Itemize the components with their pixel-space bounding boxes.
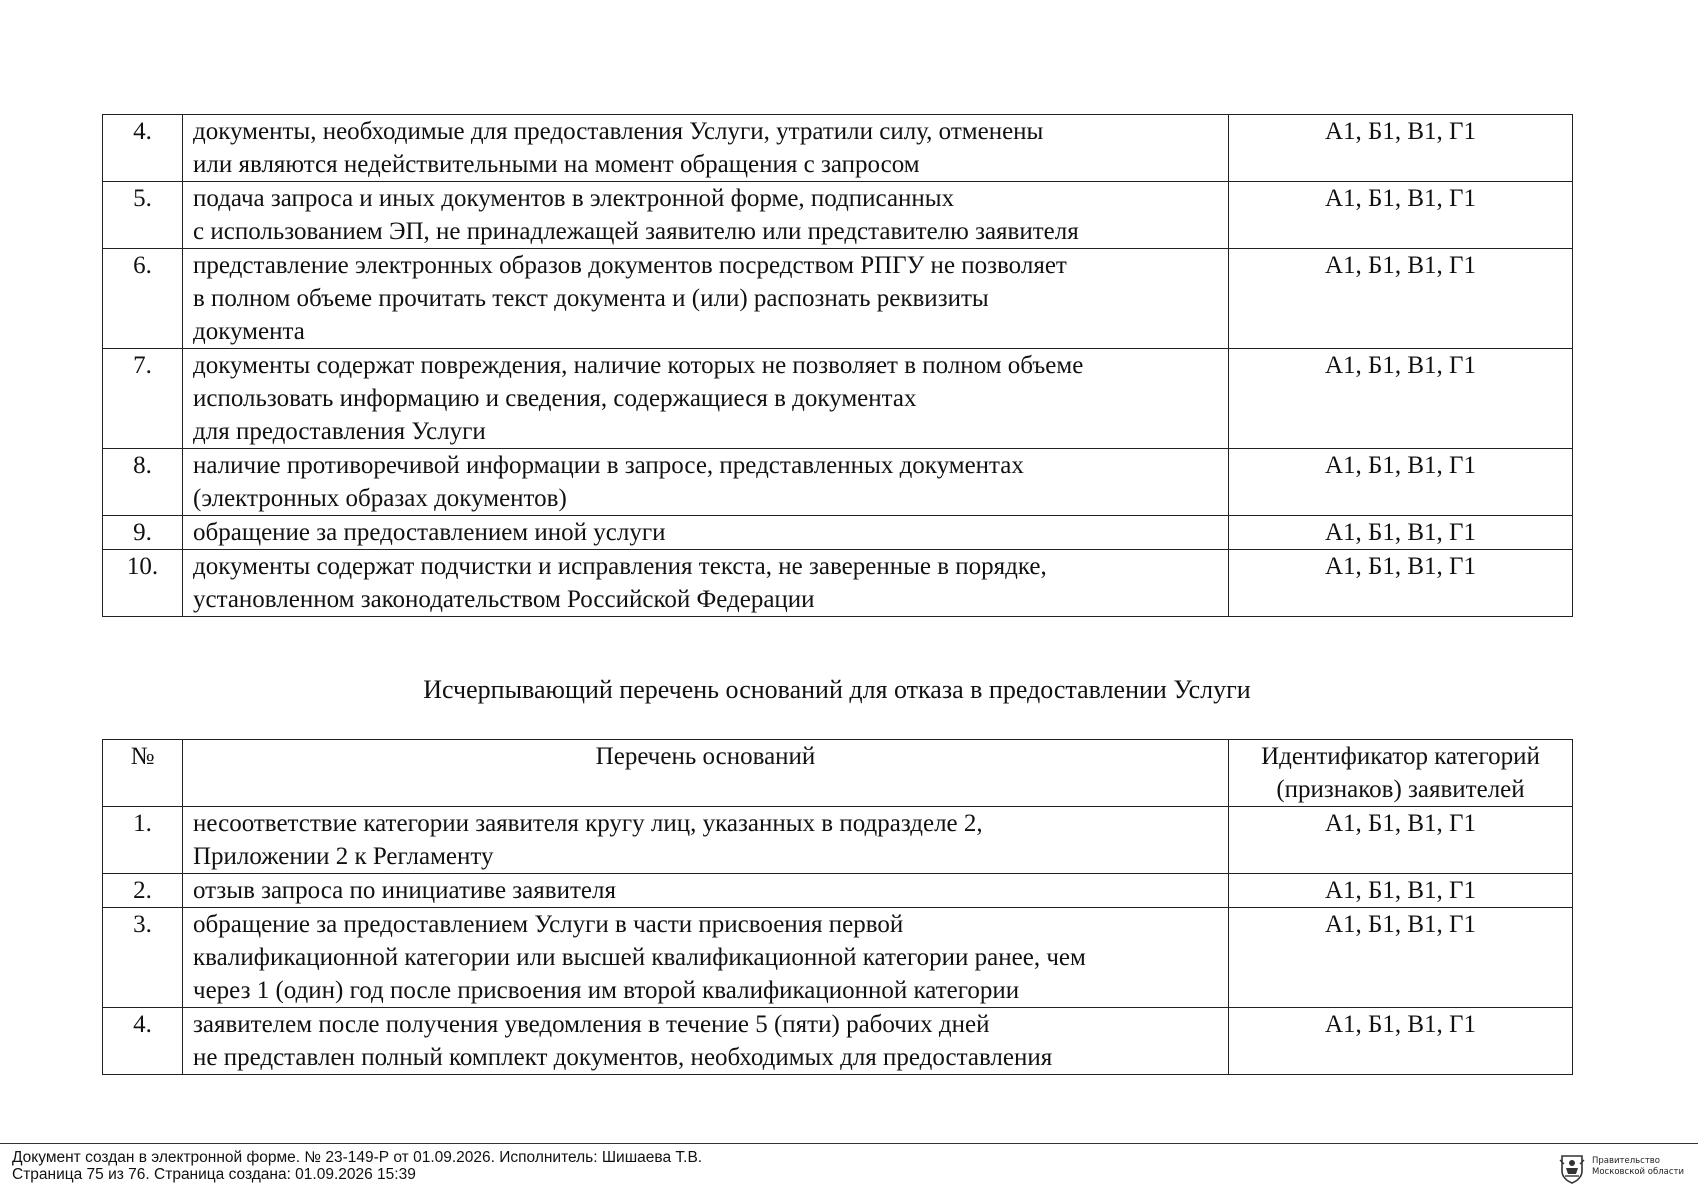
row-number: 1.: [103, 807, 183, 874]
table-row: [103, 550, 1573, 617]
ground-text: обращение за предоставлением Услуги в части присвоения первой квалификационной категории или высшей квалификационной категории ранее, чем через 1 (один) год после присвоения им второй квалификационной категории: [183, 908, 1229, 1008]
row-number: 8.: [103, 449, 183, 516]
ground-text: представление электронных образов документов посредством РПГУ не позволяет в полном объеме прочитать текст документа и (или) распознать реквизиты документа: [183, 249, 1229, 349]
grounds-table-continued: [102, 114, 1573, 617]
refusal-grounds-table: [102, 739, 1573, 1075]
table-row: [103, 908, 1573, 1008]
ground-text: документы, необходимые для предоставления Услуги, утратили силу, отменены или являются недействительными на момент обращения с запросом: [183, 115, 1229, 182]
ground-text: отзыв запроса по инициативе заявителя: [183, 874, 1229, 908]
row-number: 10.: [103, 550, 183, 617]
category-ids: А1, Б1, В1, Г1: [1229, 249, 1573, 349]
table-row: [103, 115, 1573, 182]
ground-text: заявителем после получения уведомления в течение 5 (пяти) рабочих дней не представлен полный комплект документов, необходимых для предоставления: [183, 1008, 1229, 1075]
ground-text: документы содержат подчистки и исправления текста, не заверенные в порядке, установленном законодательством Российской Федерации: [183, 550, 1229, 617]
header-number: №: [103, 740, 183, 807]
category-ids: А1, Б1, В1, Г1: [1229, 516, 1573, 550]
section-heading: Исчерпывающий перечень оснований для отказа в предоставлении Услуги: [423, 675, 1251, 704]
ground-text: наличие противоречивой информации в запросе, представленных документах (электронных образах документов): [183, 449, 1229, 516]
coat-of-arms-icon: [1558, 1154, 1586, 1184]
ground-text: подача запроса и иных документов в электронной форме, подписанных с использованием ЭП, не принадлежащей заявителю или представителю заявителя: [183, 182, 1229, 249]
table-row: [103, 182, 1573, 249]
table-row: [103, 874, 1573, 908]
government-logo: [1558, 1152, 1698, 1186]
table-row: [103, 249, 1573, 349]
logo-text: Правительство Московской области: [1592, 1156, 1685, 1177]
footer-divider: [0, 1143, 1698, 1144]
row-number: 4.: [103, 1008, 183, 1075]
table-row: [103, 1008, 1573, 1075]
grounds-table-body: [103, 115, 1573, 617]
category-ids: А1, Б1, В1, Г1: [1229, 449, 1573, 516]
row-number: 3.: [103, 908, 183, 1008]
document-footer: [12, 1149, 702, 1183]
row-number: 7.: [103, 349, 183, 449]
table-row: [103, 516, 1573, 550]
header-reasons: Перечень оснований: [183, 740, 1229, 807]
category-ids: А1, Б1, В1, Г1: [1229, 182, 1573, 249]
refusal-table-body: [103, 807, 1573, 1075]
row-number: 4.: [103, 115, 183, 182]
row-number: 9.: [103, 516, 183, 550]
row-number: 2.: [103, 874, 183, 908]
table-header: [103, 740, 1573, 807]
table-row: [103, 807, 1573, 874]
row-number: 6.: [103, 249, 183, 349]
category-ids: А1, Б1, В1, Г1: [1229, 807, 1573, 874]
table-row: [103, 349, 1573, 449]
category-ids: А1, Б1, В1, Г1: [1229, 908, 1573, 1008]
header-categories: Идентификатор категорий (признаков) заявителей: [1229, 740, 1573, 807]
ground-text: документы содержат повреждения, наличие которых не позволяет в полном объеме использовать информацию и сведения, содержащиеся в документах для предоставления Услуги: [183, 349, 1229, 449]
row-number: 5.: [103, 182, 183, 249]
category-ids: А1, Б1, В1, Г1: [1229, 115, 1573, 182]
category-ids: А1, Б1, В1, Г1: [1229, 550, 1573, 617]
footer-page-info: Страница 75 из 76. Страница создана: 01.09.2026 15:39: [12, 1166, 416, 1183]
ground-text: обращение за предоставлением иной услуги: [183, 516, 1229, 550]
category-ids: А1, Б1, В1, Г1: [1229, 874, 1573, 908]
header-row: [103, 740, 1573, 807]
category-ids: А1, Б1, В1, Г1: [1229, 1008, 1573, 1075]
category-ids: А1, Б1, В1, Г1: [1229, 349, 1573, 449]
footer-document-info: Документ создан в электронной форме. № 23-149-Р от 01.09.2026. Исполнитель: Шишаева Т.В.: [12, 1149, 703, 1166]
table-row: [103, 449, 1573, 516]
ground-text: несоответствие категории заявителя кругу лиц, указанных в подразделе 2, Приложении 2 к Регламенту: [183, 807, 1229, 874]
